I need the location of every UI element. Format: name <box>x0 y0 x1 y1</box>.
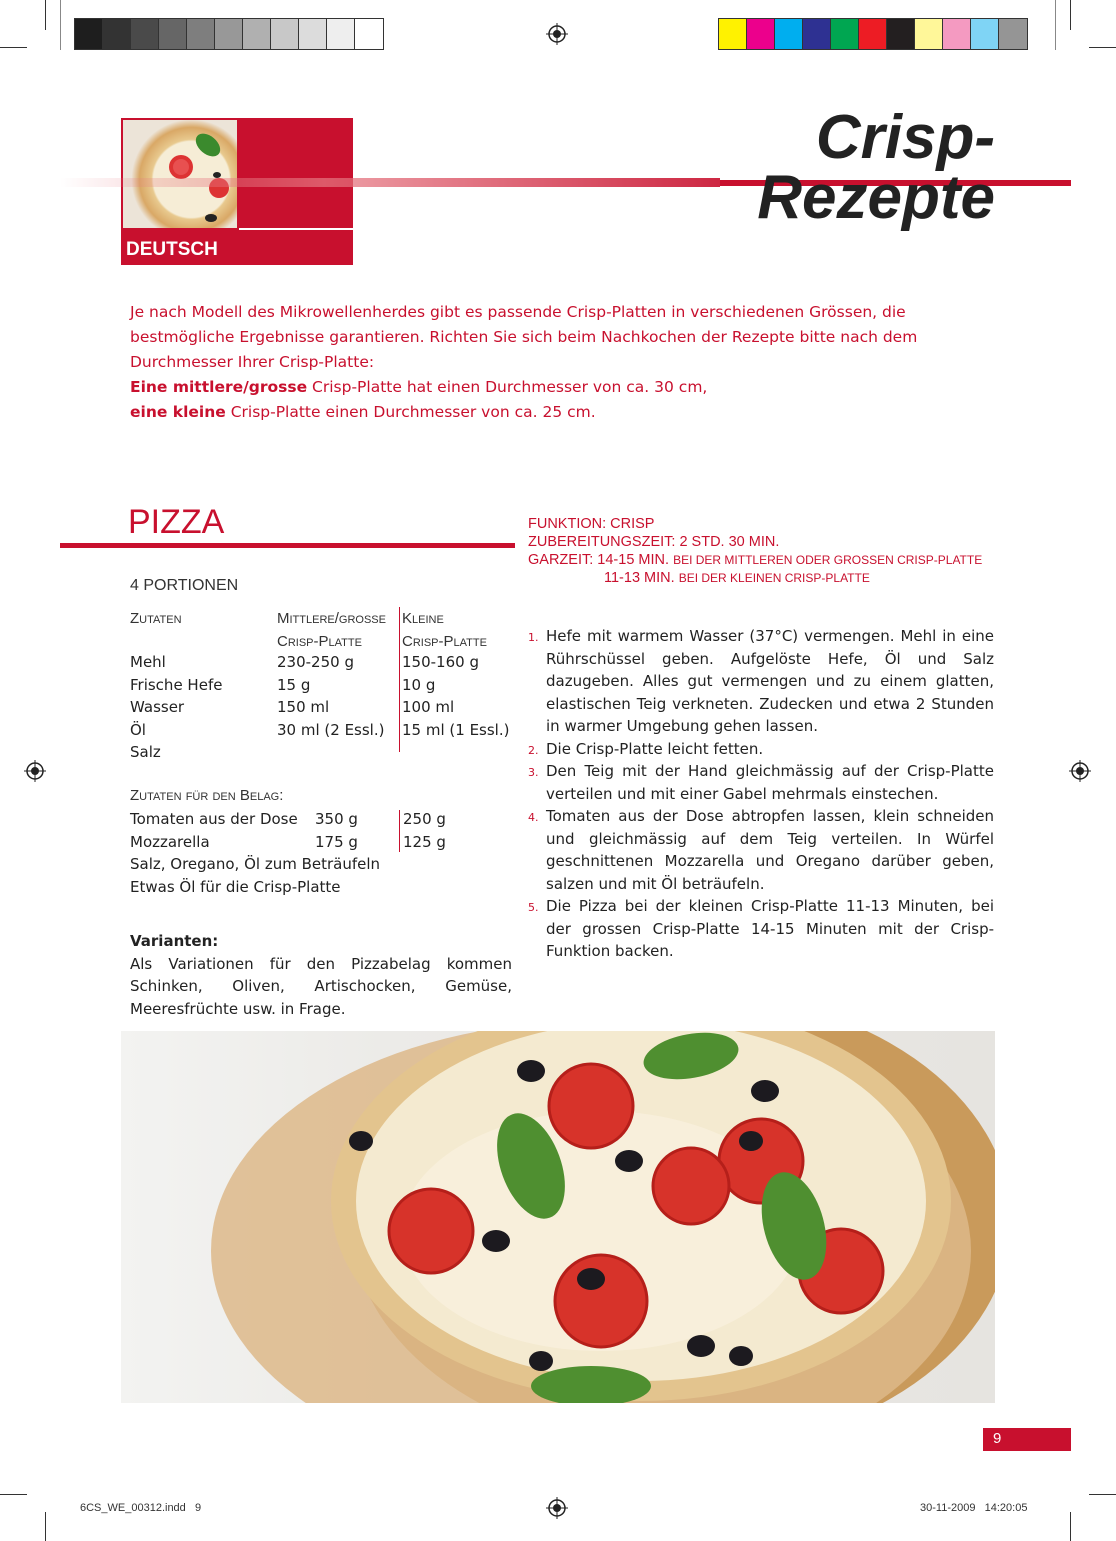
ingredient-large: 230-250 g <box>277 653 354 671</box>
calibration-swatch <box>327 19 355 49</box>
crop-mark <box>1070 0 1071 30</box>
intro-paragraph <box>130 300 930 425</box>
topping-large: 175 g <box>315 832 358 851</box>
registration-mark-icon <box>24 760 46 782</box>
intro-line <box>130 375 930 400</box>
col-small-line: Kleine <box>402 610 444 627</box>
ingredients-col-name: Zutaten <box>130 610 182 627</box>
ingredient-name: Öl <box>130 720 146 739</box>
step-item <box>528 805 994 895</box>
calibration-swatch <box>355 19 383 49</box>
prep-time-line: ZUBEREITUNGSZEIT: 2 STD. 30 MIN. <box>528 534 780 550</box>
calibration-swatch <box>243 19 271 49</box>
calibration-swatch <box>775 19 803 49</box>
header-fade-line <box>60 178 720 187</box>
intro-bold: eine kleine <box>130 403 226 421</box>
step-number: 4. <box>528 811 539 824</box>
ingredients-col-large <box>277 607 386 653</box>
ingredient-row <box>130 696 520 719</box>
ingredient-large: 150 ml <box>277 698 330 716</box>
ingredient-row <box>130 719 520 742</box>
recipe-title: PIZZA <box>128 503 225 541</box>
crop-mark <box>45 0 46 30</box>
topping-row <box>130 831 520 854</box>
intro-line: Je nach Modell des Mikrowellenherdes gibt es passende Crisp-Platten in verschiedenen Grössen, die <box>130 303 906 321</box>
topping-large: 350 g <box>315 810 358 828</box>
cook-note: BEI DER KLEINEN CRISP-PLATTE <box>678 571 870 585</box>
calibration-swatch <box>999 19 1027 49</box>
cook-time-line <box>528 569 1068 587</box>
ingredients-list <box>130 651 520 764</box>
crop-mark <box>0 47 27 48</box>
function-line: FUNKTION: CRISP <box>528 516 655 532</box>
step-number: 1. <box>528 631 539 644</box>
calibration-swatch <box>75 19 103 49</box>
step-text: Die Crisp-Platte leicht fetten. <box>546 739 764 758</box>
file-slug: 6CS_WE_00312.indd 9 <box>80 1502 202 1514</box>
cook-time: 14-15 MIN. <box>597 552 670 568</box>
ingredient-small: 15 ml (1 Essl.) <box>402 720 510 739</box>
cook-note: BEI DER MITTLEREN ODER GROSSEN CRISP-PLATTE <box>673 553 983 567</box>
ingredients-col-small <box>402 607 487 653</box>
registration-mark-icon <box>546 23 568 45</box>
variants-title: Varianten: <box>130 932 219 950</box>
calibration-swatch <box>159 19 187 49</box>
crop-mark <box>0 1494 27 1495</box>
gray-calibration-bar <box>74 18 384 50</box>
ingredient-large: 30 ml (2 Essl.) <box>277 720 385 739</box>
cook-time: 11-13 MIN. <box>604 570 675 586</box>
calibration-swatch <box>719 19 747 49</box>
topping-row <box>130 808 520 831</box>
topping-extra: Etwas Öl für die Crisp-Platte <box>130 877 341 896</box>
topping-name: Mozzarella <box>130 832 210 851</box>
page-title-line2: Rezepte <box>757 163 995 232</box>
step-text: Den Teig mit der Hand gleichmässig auf der Crisp-Platte verteilen und mit einer Gabel mehrmals einstechen. <box>546 762 994 803</box>
calibration-swatch <box>859 19 887 49</box>
recipe-title-rule <box>60 543 515 548</box>
col-large-line: Mittlere/grosse <box>277 610 386 627</box>
step-text: Tomaten aus der Dose abtropfen lassen, klein schneiden und gleichmässig auf dem Teig verteilen. In Würfel geschnittenen Mozzarella und Oregano darüber geben, salzen und mit Öl beträufeln. <box>546 807 994 893</box>
registration-mark-icon <box>1069 760 1091 782</box>
page-title <box>690 103 995 232</box>
calibration-swatch <box>747 19 775 49</box>
intro-text: Crisp-Platte hat einen Durchmesser von ca. 30 cm, <box>307 378 708 396</box>
col-large-line: Crisp-Platte <box>277 633 362 650</box>
crop-mark <box>1055 0 1056 50</box>
calibration-swatch <box>187 19 215 49</box>
crop-mark <box>1089 47 1116 48</box>
step-item <box>528 625 994 738</box>
ingredient-row <box>130 674 520 697</box>
variants <box>130 930 512 1020</box>
topping-list <box>130 808 520 898</box>
ingredient-small: 10 g <box>402 675 436 694</box>
cook-time-line <box>528 551 1068 569</box>
step-text: Die Pizza bei der kleinen Crisp-Platte 11-13 Minuten, bei der grossen Crisp-Platte 14-15 Minuten mit der Crisp-Funktion backen. <box>546 897 994 960</box>
page-number: 9 <box>993 1430 1002 1447</box>
header-pizza-thumbnail <box>121 118 239 230</box>
step-item <box>528 738 994 761</box>
ingredient-row <box>130 741 520 764</box>
cook-label: GARZEIT: <box>528 552 594 568</box>
intro-line: bestmögliche Ergebnisse garantieren. Richten Sie sich beim Nachkochen der Rezepte bitte nach dem <box>130 328 918 346</box>
header-red-block <box>238 118 353 228</box>
calibration-swatch <box>103 19 131 49</box>
col-small-line: Crisp-Platte <box>402 633 487 650</box>
page-title-line1: Crisp- <box>815 103 995 172</box>
topping-extra: Salz, Oregano, Öl zum Beträufeln <box>130 855 381 873</box>
step-text: Hefe mit warmem Wasser (37°C) vermengen. Mehl in eine Rührschüssel geben. Aufgelöste Hefe, Öl und Salz dazugeben. Alles gut vermengen und zu einem glatten, elastischen Teig verkneten. Zudecken und etwa 2 Stunden in warmer Umgebung gehen lassen. <box>546 627 994 735</box>
registration-mark-icon <box>546 1497 568 1519</box>
ingredient-row <box>130 651 520 674</box>
step-number: 5. <box>528 901 539 914</box>
intro-line: Durchmesser Ihrer Crisp-Platte: <box>130 353 375 371</box>
calibration-swatch <box>299 19 327 49</box>
crop-mark <box>1089 1494 1116 1495</box>
crop-mark <box>1070 1512 1071 1541</box>
print-timestamp: 30-11-2009 14:20:05 <box>920 1502 1028 1514</box>
ingredient-large: 15 g <box>277 675 311 694</box>
calibration-swatch <box>131 19 159 49</box>
pizza-photo <box>121 1031 995 1403</box>
calibration-swatch <box>971 19 999 49</box>
topping-small: 125 g <box>403 832 446 851</box>
calibration-swatch <box>803 19 831 49</box>
step-number: 3. <box>528 766 539 779</box>
ingredient-small: 150-160 g <box>402 653 479 671</box>
topping-small: 250 g <box>403 810 446 828</box>
calibration-swatch <box>887 19 915 49</box>
topping-header: Zutaten für den Belag: <box>130 787 284 804</box>
intro-bold: Eine mittlere/grosse <box>130 378 308 396</box>
ingredient-name: Wasser <box>130 698 185 716</box>
intro-line <box>130 400 930 425</box>
step-number: 2. <box>528 743 539 757</box>
ingredient-name: Salz <box>130 743 161 761</box>
variants-text: Als Variationen für den Pizzabelag kommen Schinken, Oliven, Artischocken, Gemüse, Meeresfrüchte usw. in Frage. <box>130 954 512 1018</box>
pizza-thumbnail-image <box>123 120 237 228</box>
step-item <box>528 895 994 963</box>
portions: 4 PORTIONEN <box>130 577 239 594</box>
pizza-photo-image <box>121 1031 995 1403</box>
ingredient-name: Frische Hefe <box>130 675 223 694</box>
language-label: DEUTSCH <box>126 239 218 260</box>
step-item <box>528 760 994 805</box>
topping-name: Tomaten aus der Dose <box>130 810 298 828</box>
ingredient-small: 100 ml <box>402 698 455 716</box>
crop-mark <box>60 0 61 50</box>
calibration-swatch <box>831 19 859 49</box>
calibration-swatch <box>215 19 243 49</box>
calibration-swatch <box>915 19 943 49</box>
calibration-swatch <box>271 19 299 49</box>
calibration-swatch <box>943 19 971 49</box>
crop-mark <box>45 1512 46 1541</box>
steps-list <box>528 625 994 963</box>
intro-text: Crisp-Platte einen Durchmesser von ca. 25 cm. <box>225 403 596 421</box>
color-calibration-bar <box>718 18 1028 50</box>
recipe-meta <box>528 515 1068 587</box>
ingredient-name: Mehl <box>130 653 166 671</box>
